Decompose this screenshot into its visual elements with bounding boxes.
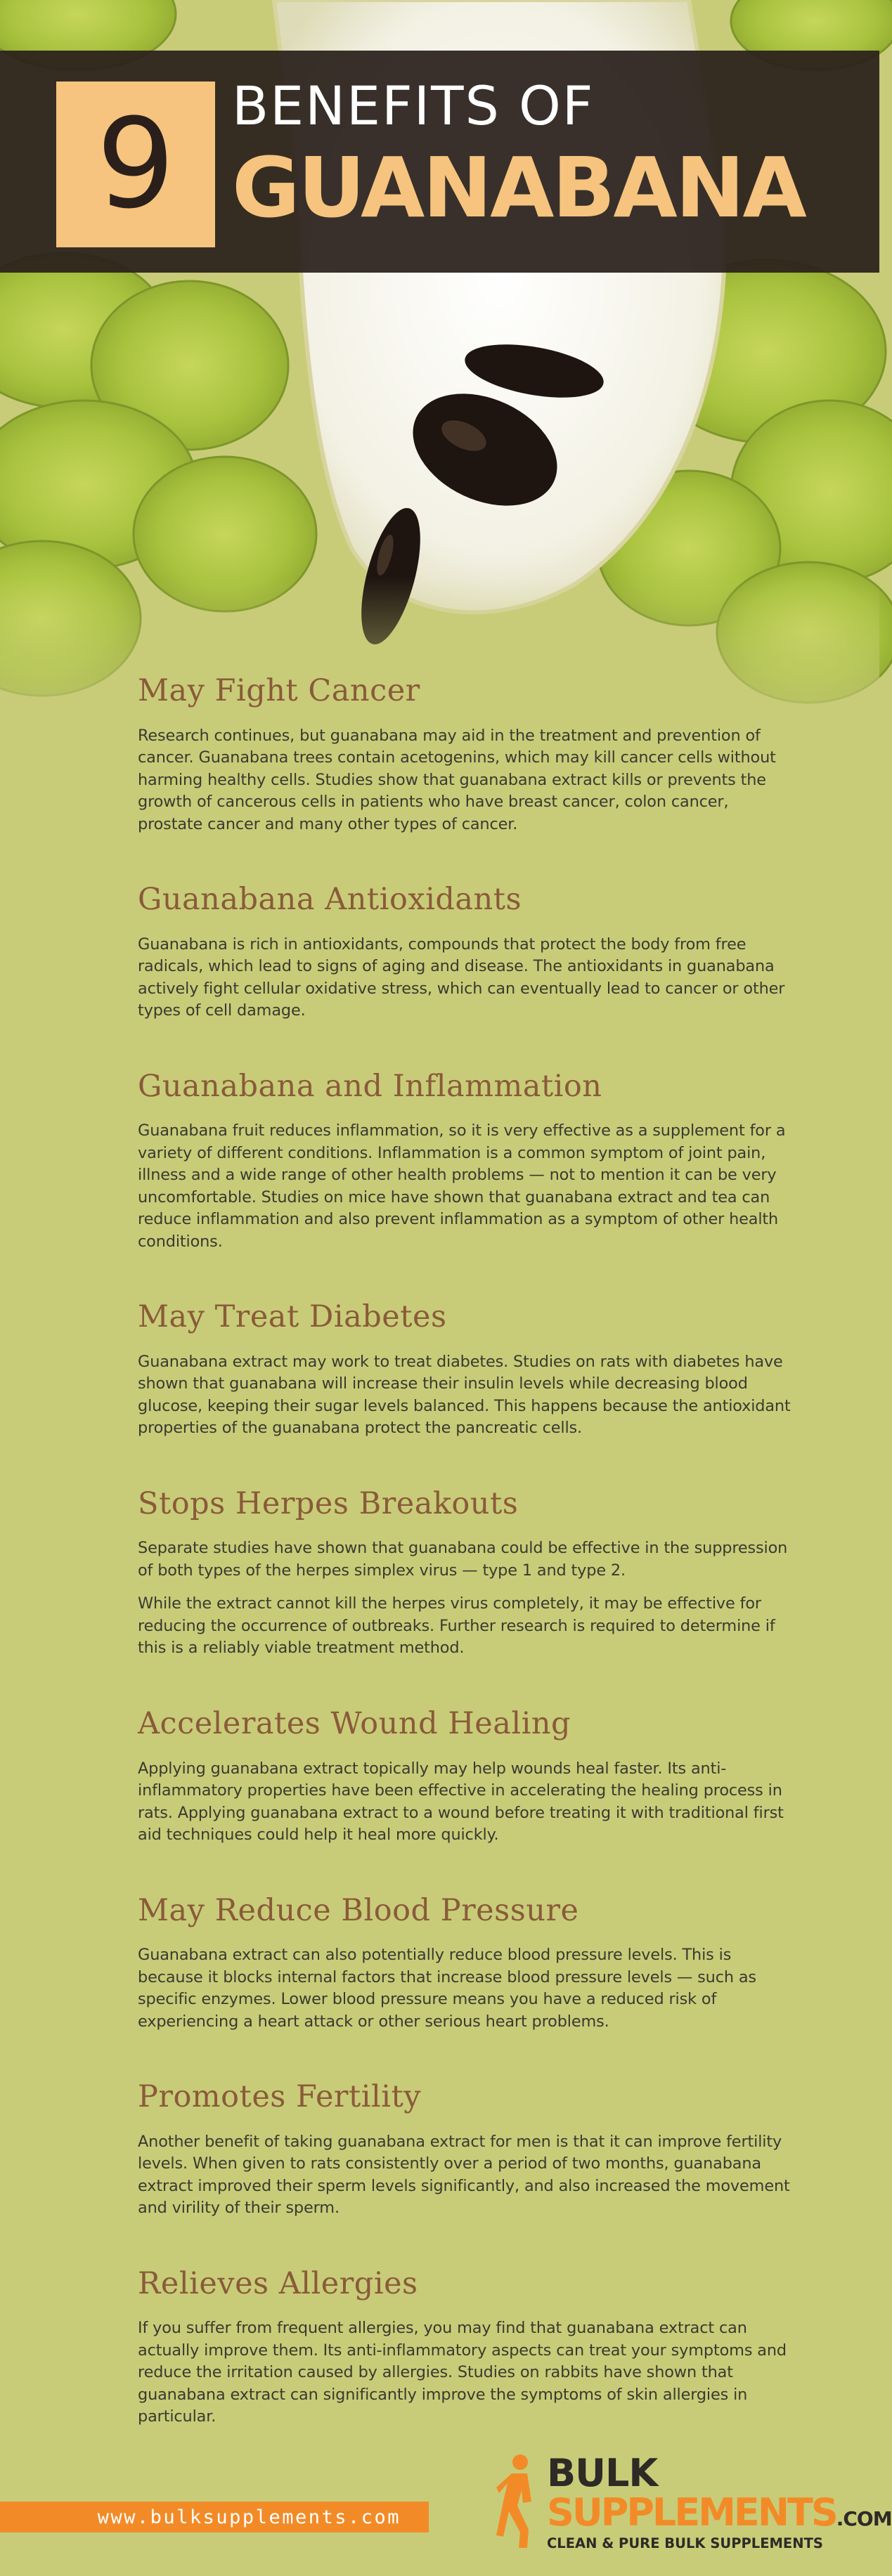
benefit-paragraph: Another benefit of taking guanabana extract for men is that it can improve fertility levels. When given to rats consistently over a period of two months, guanabana extract improved their sperm levels significantly, and also increased the movement and virility of their sperm. xyxy=(138,2132,790,2218)
benefit-count: 9 xyxy=(96,92,175,236)
benefit-paragraph: While the extract cannot kill the herpes virus completely, it may be effective for reducing the occurrence of outbreaks. Further research is required to determine if this is a reliably viable treatment method. xyxy=(138,1594,775,1658)
logo-wordmark-supplements-text: SUPPLEMENTS xyxy=(547,2490,836,2535)
benefit-paragraph: Applying guanabana extract topically may help wounds heal faster. Its anti-inflammatory properties have been effective in accelerating the healing process in rats. Applying guanabana extract to a wound before treating it with traditional first aid techniques could help it heal more quickly. xyxy=(138,1759,784,1845)
benefit-heading: May Fight Cancer xyxy=(138,673,420,708)
benefit-paragraph: Guanabana extract may work to treat diabetes. Studies on rats with diabetes have shown that guanabana will increase their insulin levels while decreasing blood glucose, keeping their sugar levels balanced. This happens because the antioxidant properties of the guanabana protect the pancreatic cells. xyxy=(138,1352,791,1438)
runner-figure-icon xyxy=(496,2452,541,2551)
page-title: GUANABANA xyxy=(232,139,805,236)
benefit-heading: Accelerates Wound Healing xyxy=(138,1705,571,1741)
logo-wordmark-bulk: BULK xyxy=(547,2451,658,2495)
benefit-section xyxy=(138,2079,791,2220)
benefit-heading: Stops Herpes Breakouts xyxy=(138,1485,519,1521)
logo-wordmark-supplements xyxy=(547,2490,892,2535)
brand-logo xyxy=(496,2448,892,2554)
benefit-section xyxy=(138,882,791,1022)
benefit-heading: May Treat Diabetes xyxy=(138,1299,447,1335)
benefit-paragraph: Guanabana is rich in antioxidants, compounds that protect the body from free radicals, which lead to signs of aging and disease. The antioxidants in guanabana actively fight cellular oxidative stress, which can eventually lead to cancer or other types of cell damage. xyxy=(138,935,785,1020)
benefit-paragraph: Separate studies have shown that guanabana could be effective in the suppression of both types of the herpes simplex virus — type 1 and type 2. xyxy=(138,1539,788,1580)
logo-wordmark-suffix: .COM xyxy=(836,2507,892,2530)
benefit-section xyxy=(138,1893,791,2034)
title-subheading: BENEFITS OF xyxy=(232,74,595,137)
benefit-section xyxy=(138,673,791,835)
benefit-paragraph: Guanabana fruit reduces inflammation, so it is very effective as a supplement for a variety of different conditions. Inflammation is a common symptom of joint pain, illness and a wide range of other health problems — not to mention it can be very uncomfortable. Studies on mice have shown that guanabana extract and tea can reduce inflammation and also prevent inflammation as a symptom of other health conditions. xyxy=(138,1121,786,1251)
benefits-list xyxy=(138,673,791,2475)
benefit-section xyxy=(138,2266,791,2428)
benefit-heading: Promotes Fertility xyxy=(138,2079,422,2115)
benefit-heading: Relieves Allergies xyxy=(138,2265,418,2301)
benefit-paragraph: If you suffer from frequent allergies, you may find that guanabana extract can actually improve them. Its anti-inflammatory aspects can treat your symptoms and reduce the irritation caused by allergies. Studies on rabbits have shown that guanabana extract can significantly improve the symptoms of skin allergies in particular. xyxy=(138,2319,787,2426)
benefit-paragraph: Research continues, but guanabana may aid in the treatment and prevention of cancer. Guanabana trees contain acetogenins, which may kill cancer cells without harming healthy cells. Studies show that guanabana extract kills or prevents the growth of cancerous cells in patients who have breast cancer, colon cancer, prostate cancer and many other types of cancer. xyxy=(138,726,776,833)
benefit-heading: Guanabana and Inflammation xyxy=(138,1068,602,1104)
logo-tagline: CLEAN & PURE BULK SUPPLEMENTS xyxy=(547,2535,823,2551)
benefit-count-badge xyxy=(56,82,215,247)
benefit-section xyxy=(138,1706,791,1847)
benefit-heading: Guanabana Antioxidants xyxy=(138,882,522,918)
benefit-section xyxy=(138,1069,791,1254)
footer-url[interactable]: www.bulksupplements.com xyxy=(97,2506,401,2528)
benefit-heading: May Reduce Blood Pressure xyxy=(138,1892,579,1928)
benefit-section xyxy=(138,1299,791,1440)
benefit-paragraph: Guanabana extract can also potentially reduce blood pressure levels. This is because it blocks internal factors that increase blood pressure levels — such as specific enzymes. Lower blood pressure means you have a reduced risk of experiencing a heart attack or other serious heart problems. xyxy=(138,1946,756,2031)
footer-url-bar[interactable] xyxy=(0,2502,429,2532)
benefit-section xyxy=(138,1486,791,1660)
